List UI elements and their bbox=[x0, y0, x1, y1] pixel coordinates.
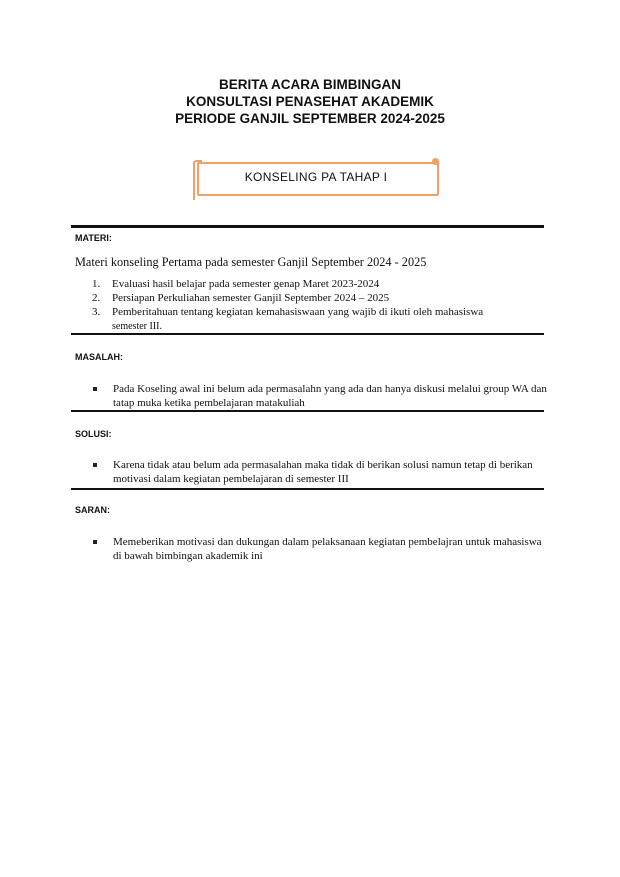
saran-bullet bbox=[93, 535, 548, 563]
list-text-tail: semester III. bbox=[112, 321, 162, 332]
banner-text: KONSELING PA TAHAP I bbox=[244, 170, 388, 184]
saran-text: Memeberikan motivasi dan dukungan dalam pelaksanaan kegiatan pembelajran untuk mahasiswa di bawah bimbingan akademik ini bbox=[113, 536, 542, 562]
solusi-label: SOLUSI: bbox=[75, 429, 112, 439]
masalah-bullet bbox=[93, 382, 548, 410]
document-title bbox=[0, 76, 620, 127]
title-line-3: PERIODE GANJIL SEPTEMBER 2024-2025 bbox=[175, 111, 445, 126]
bullet-icon bbox=[93, 463, 97, 467]
solusi-bullet bbox=[93, 458, 548, 486]
section-divider bbox=[71, 333, 544, 335]
section-divider bbox=[71, 488, 544, 490]
section-divider bbox=[71, 225, 544, 228]
list-item bbox=[92, 305, 547, 334]
materi-intro: Materi konseling Pertama pada semester Ganjil September 2024 - 2025 bbox=[75, 255, 427, 269]
materi-list bbox=[92, 277, 547, 334]
title-line-1: BERITA ACARA BIMBINGAN bbox=[219, 77, 401, 92]
bullet-icon bbox=[93, 540, 97, 544]
list-text: Pemberitahuan tentang kegiatan kemahasiswaan yang wajib di ikuti oleh mahasiswa bbox=[112, 306, 484, 318]
bullet-icon bbox=[93, 387, 97, 391]
list-number: 3. bbox=[92, 306, 101, 318]
list-number: 1. bbox=[92, 278, 101, 290]
saran-label: SARAN: bbox=[75, 505, 110, 515]
banner-scroll bbox=[193, 158, 439, 198]
list-text: Persiapan Perkuliahan semester Ganjil September 2024 – 2025 bbox=[112, 292, 390, 304]
list-item bbox=[92, 291, 547, 305]
title-line-2: KONSULTASI PENASEHAT AKADEMIK bbox=[186, 94, 434, 109]
solusi-text: Karena tidak atau belum ada permasalahan maka tidak di berikan solusi namun tetap di berikan motivasi dalam kegiatan pembelajaran di semester III bbox=[113, 459, 533, 485]
masalah-text: Pada Koseling awal ini belum ada permasalahn yang ada dan hanya diskusi melalui group WA dan tatap muka ketika pembelajaran matakuliah bbox=[113, 383, 547, 409]
masalah-label: MASALAH: bbox=[75, 352, 123, 362]
list-item bbox=[92, 277, 547, 291]
list-text: Evaluasi hasil belajar pada semester genap Maret 2023-2024 bbox=[112, 278, 380, 290]
section-divider bbox=[71, 410, 544, 412]
materi-label: MATERI: bbox=[75, 233, 112, 243]
list-number: 2. bbox=[92, 292, 101, 304]
